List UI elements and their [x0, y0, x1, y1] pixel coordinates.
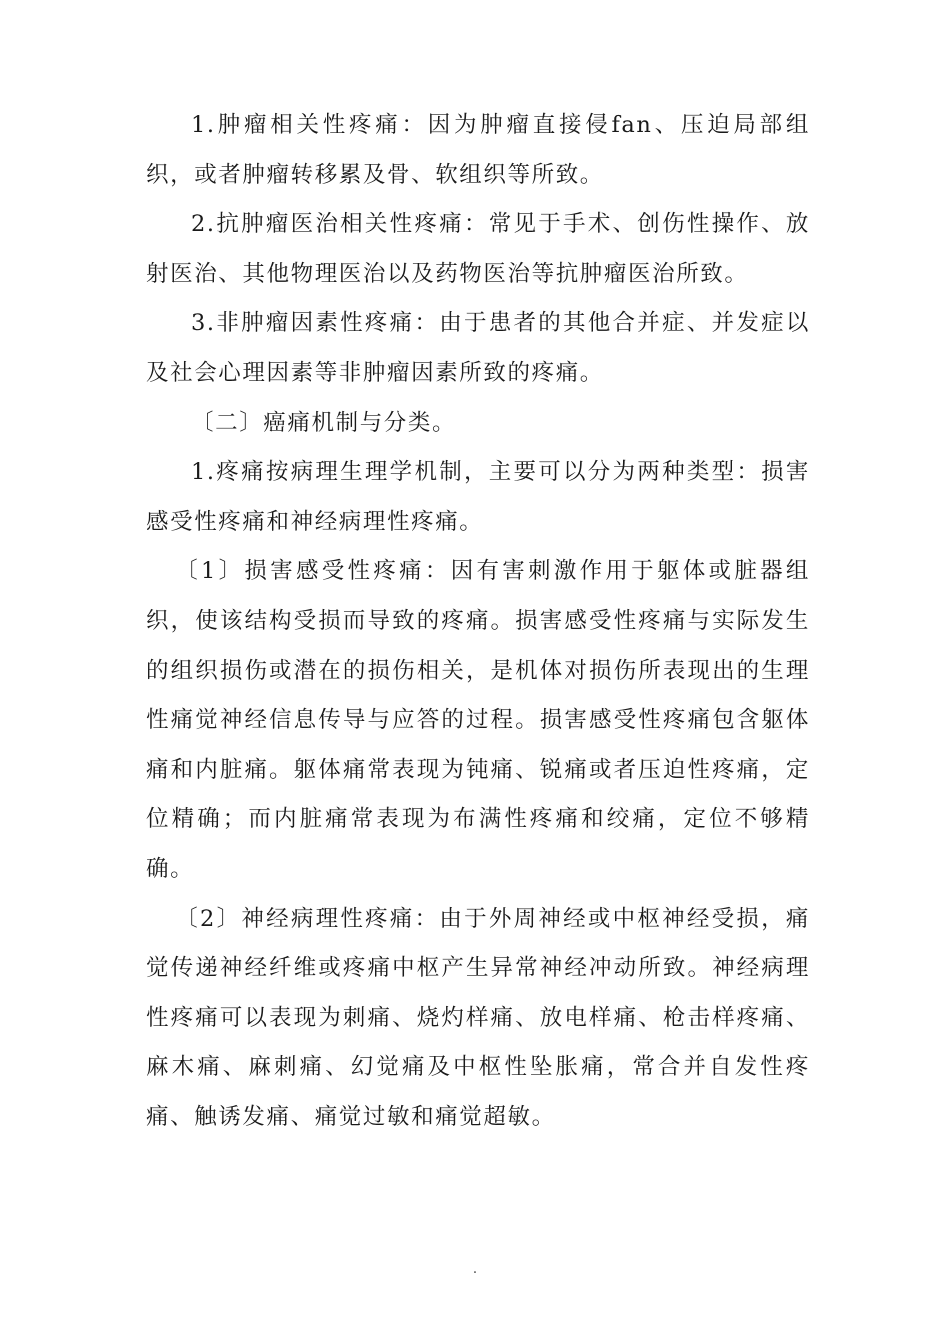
- paragraph-treatment-related-pain: 2.抗肿瘤医治相关性疼痛：常见于手术、创伤性操作、放射医治、其他物理医治以及药物医治等抗肿瘤医治所致。: [146, 211, 810, 287]
- paragraph-neuropathic-pain: 〔2〕神经病理性疼痛：由于外周神经或中枢神经受损，痛觉传递神经纤维或疼痛中枢产生异常神经冲动所致。神经病理性疼痛可以表现为刺痛、烧灼样痛、放电样痛、枪击样疼痛、麻木痛、麻刺痛、幻觉痛及中枢性坠胀痛，常合并自发性疼痛、触诱发痛、痛觉过敏和痛觉超敏。: [146, 905, 810, 1130]
- paragraph-non-tumor-pain: 3.非肿瘤因素性疼痛：由于患者的其他合并症、并发症以及社会心理因素等非肿瘤因素所致的疼痛。: [146, 310, 810, 386]
- paragraph-tumor-related-pain: 1.肿瘤相关性疼痛：因为肿瘤直接侵fan、压迫局部组织，或者肿瘤转移累及骨、软组织等所致。: [146, 112, 810, 188]
- footer-mark: .: [472, 1261, 478, 1277]
- paragraph-pain-classification: 1.疼痛按病理生理学机制，主要可以分为两种类型：损害感受性疼痛和神经病理性疼痛。: [146, 459, 810, 535]
- document-body: [146, 101, 810, 1142]
- section-heading-mechanism: 〔二〕癌痛机制与分类。: [191, 409, 457, 436]
- paragraph-nociceptive-pain: 〔1〕损害感受性疼痛：因有害刺激作用于躯体或脏器组织，使该结构受损而导致的疼痛。损害感受性疼痛与实际发生的组织损伤或潜在的损伤相关，是机体对损伤所表现出的生理性痛觉神经信息传导与应答的过程。损害感受性疼痛包含躯体痛和内脏痛。躯体痛常表现为钝痛、锐痛或者压迫性疼痛，定位精确；而内脏痛常表现为布满性疼痛和绞痛，定位不够精确。: [146, 558, 810, 882]
